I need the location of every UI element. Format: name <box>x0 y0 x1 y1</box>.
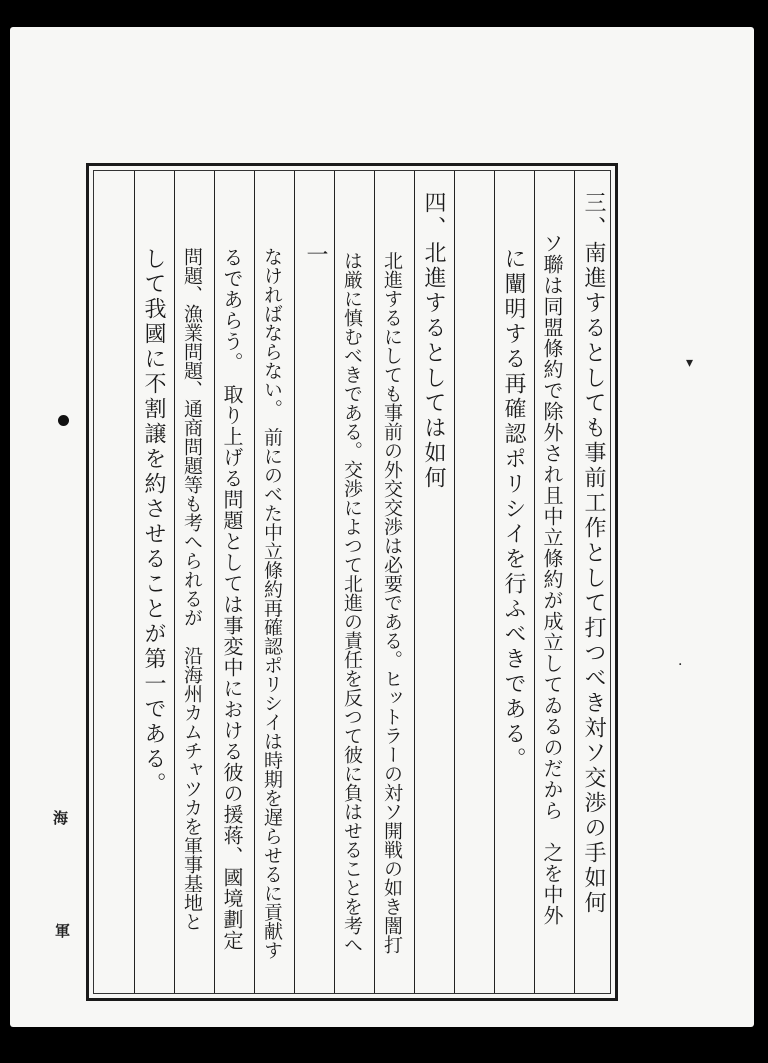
column-rule <box>334 171 335 993</box>
column-rule <box>574 171 575 993</box>
document-page <box>10 27 754 1027</box>
margin-label-top: 海 <box>53 809 69 827</box>
column-rule <box>174 171 175 993</box>
manuscript-grid <box>93 170 611 994</box>
column-rule <box>294 171 295 993</box>
text-column-6: 北進するにしても事前の外交交渉は必要である。ヒットラーの対ソ開戦の如き闇打 <box>381 251 403 954</box>
text-column-3: に闡明する再確認ポリシイを行ふべきである。 <box>501 247 526 772</box>
binding-hole <box>58 415 69 426</box>
margin-label-bottom: 軍 <box>55 922 71 940</box>
column-rule <box>534 171 535 993</box>
column-rule <box>134 171 135 993</box>
column-rule <box>494 171 495 993</box>
column-rule <box>214 171 215 993</box>
column-rule <box>374 171 375 993</box>
text-column-5: 四、北進するとしては如何 <box>421 191 446 491</box>
column-rule <box>254 171 255 993</box>
text-column-8: 一 <box>303 243 328 268</box>
ink-speck: ▾ <box>686 355 694 371</box>
text-column-1: 三、南進するとしても事前工作として打つべき対ソ交渉の手如何 <box>581 191 606 916</box>
ink-speck: · <box>678 657 683 673</box>
text-column-9: なければならない。 前にのべた中立條約再確認ポリシイは時期を遅らせるに貢献す <box>261 247 283 960</box>
text-column-12: して我國に不割譲を約させることが第一である。 <box>141 247 166 797</box>
column-rule <box>454 171 455 993</box>
text-column-11: 問題、漁業問題、通商問題等も考へられるが 沿海州カムチャツカを軍事基地と <box>181 247 203 931</box>
manuscript-frame <box>86 163 618 1001</box>
text-column-2: ソ聯は同盟條約で除外され且中立條約が成立してゐるのだから 之を中外 <box>540 233 564 926</box>
text-column-7: は厳に慎むべきである。交渉によつて北進の責任を反つて彼に負はせることを考へ <box>341 251 363 954</box>
column-rule <box>414 171 415 993</box>
text-column-10: るであらう。 取り上げる問題としては事変中における彼の援蒋、國境劃定 <box>220 247 244 951</box>
